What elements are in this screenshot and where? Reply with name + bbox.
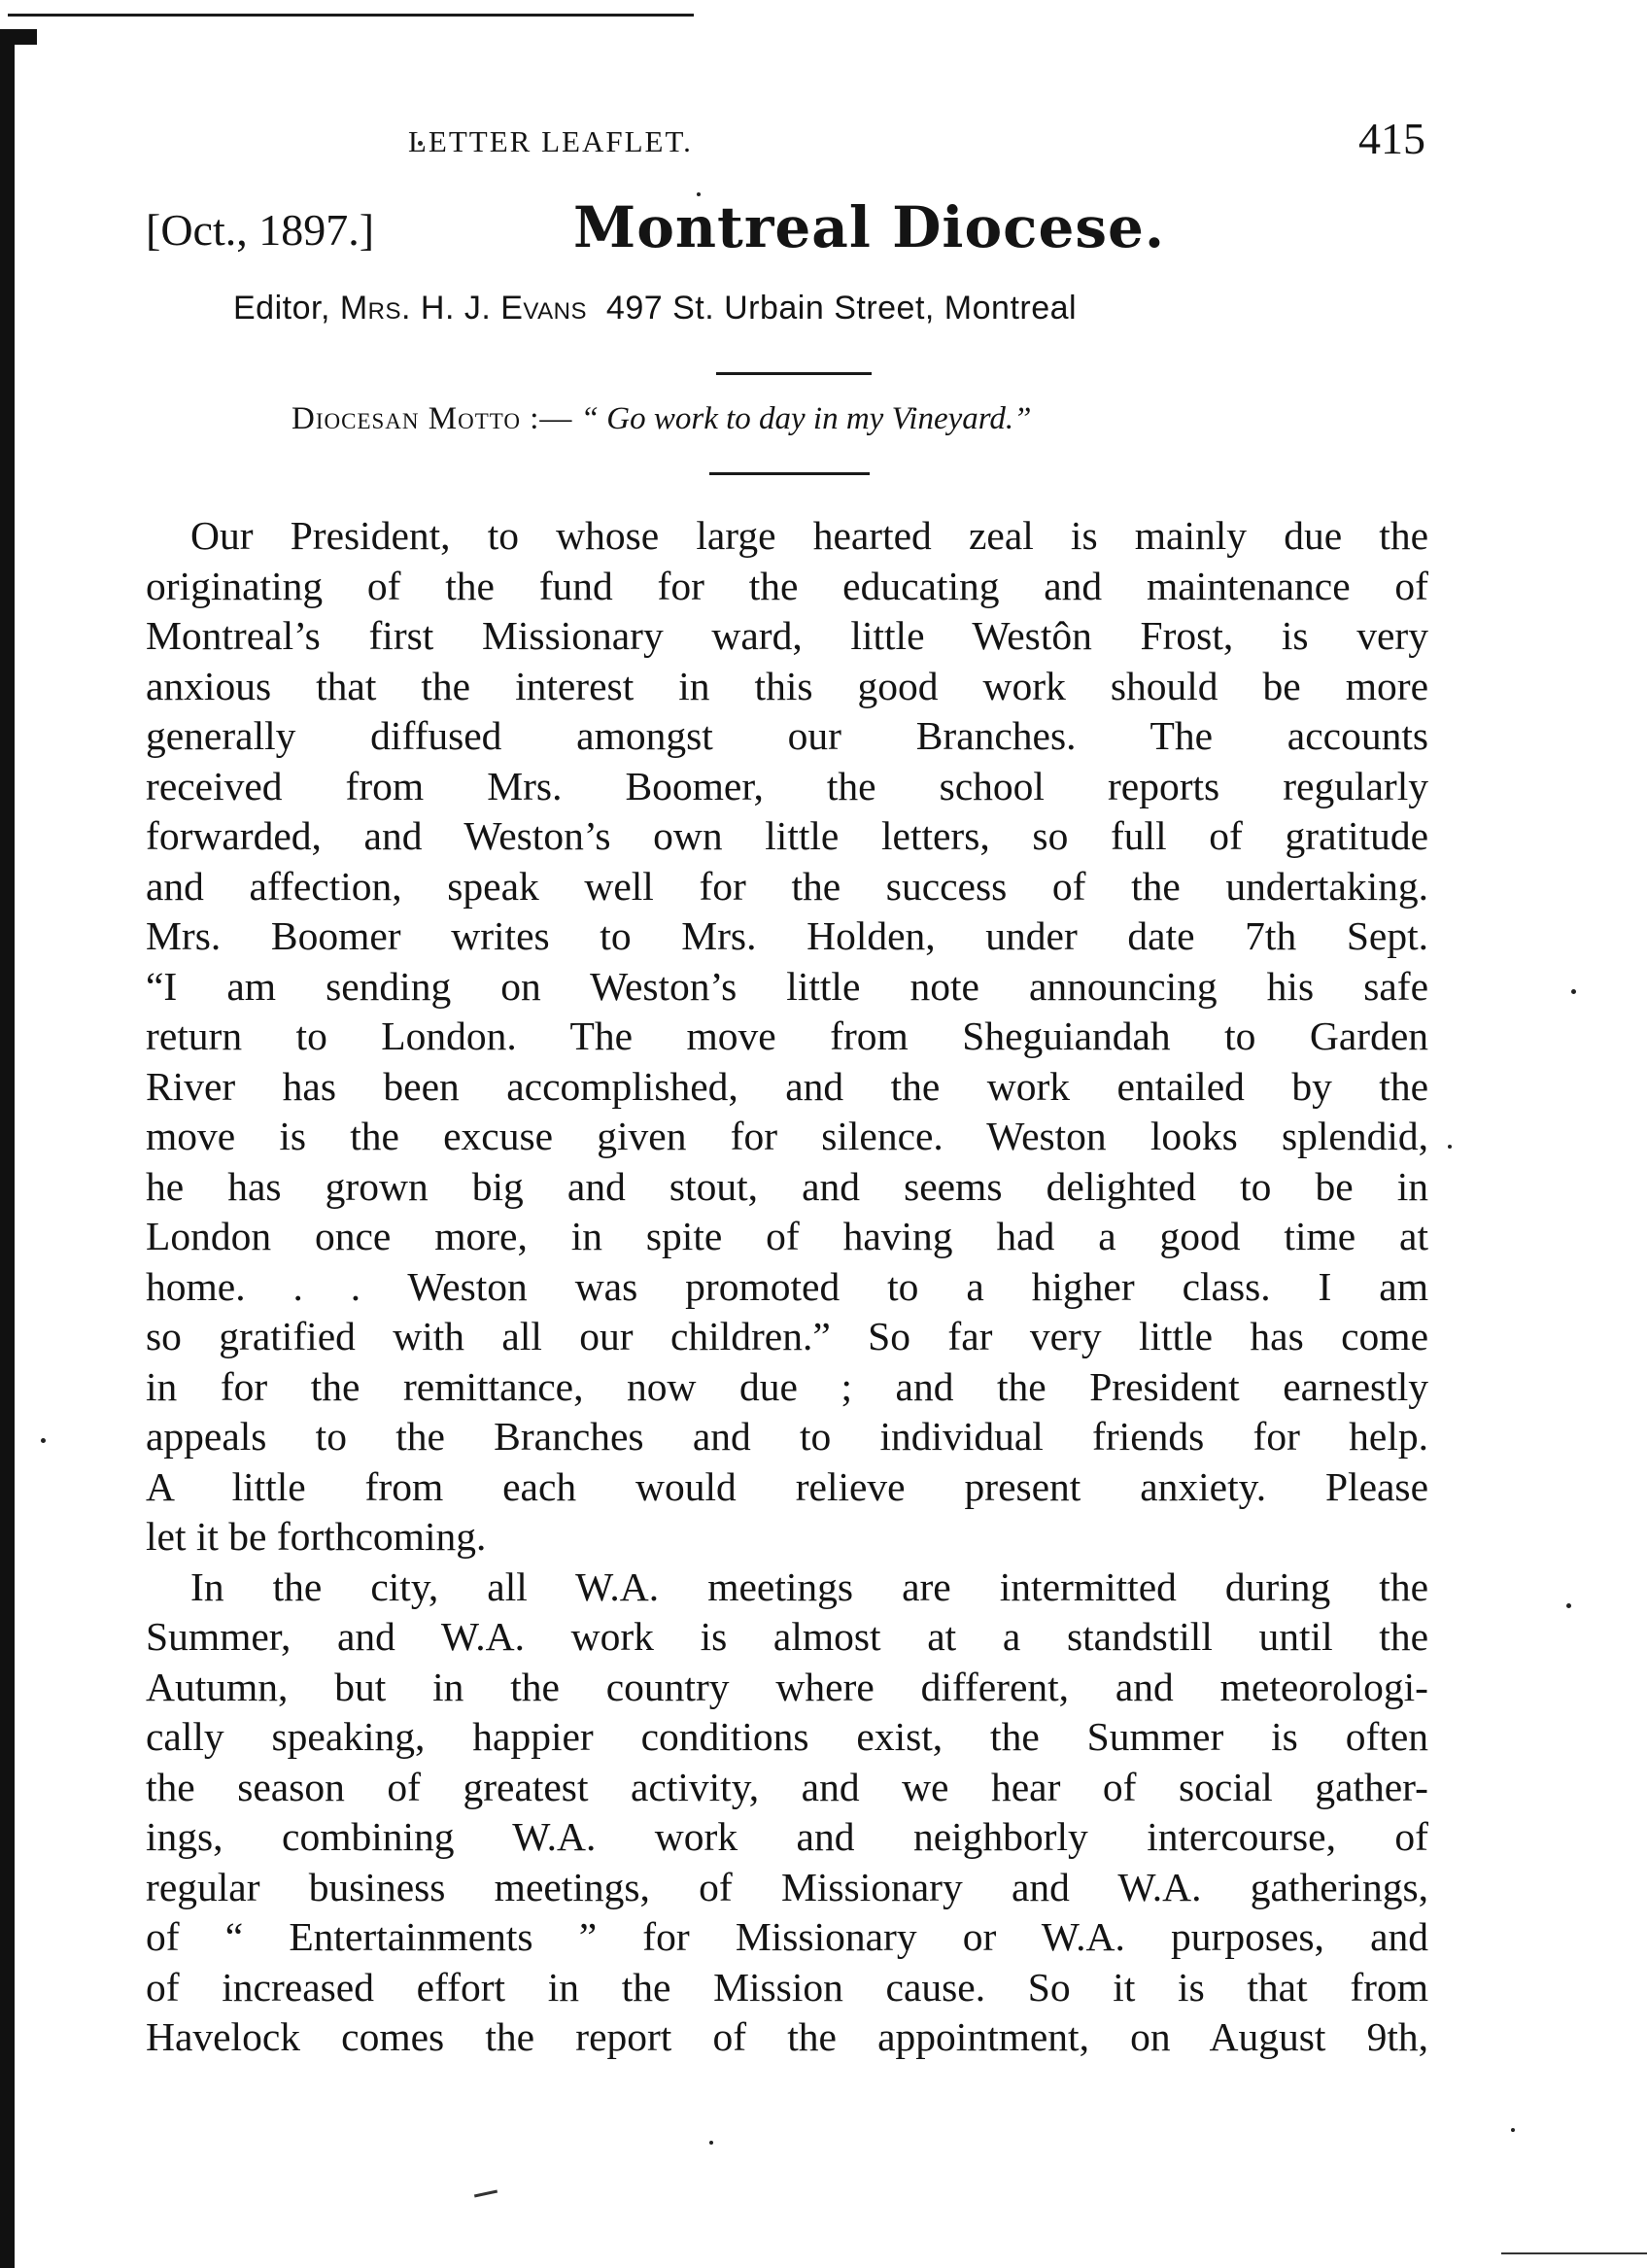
text-line: ings, combining W.A. work and neighborly intercourse, of bbox=[146, 1814, 1428, 1859]
text-line: cally speaking, happier conditions exist, the Summer is often bbox=[146, 1714, 1428, 1759]
text-line: so gratified with all our children.” So far very little has come bbox=[146, 1314, 1428, 1358]
rule-above-motto bbox=[716, 372, 872, 375]
text-line: A little from each would relieve present anxiety. Please bbox=[146, 1463, 1428, 1509]
text-line: Mrs. Boomer writes to Mrs. Holden, under date 7th Sept. bbox=[146, 913, 1428, 958]
issue-date: [Oct., 1897.] bbox=[146, 205, 375, 255]
scan-speck bbox=[1511, 2128, 1515, 2132]
text-line: home. . . Weston was promoted to a higher class. I am bbox=[146, 1263, 1428, 1309]
rule-below-motto bbox=[709, 472, 870, 475]
text-line: return to London. The move from Sheguiandah to Garden bbox=[146, 1014, 1428, 1058]
scan-left-binding-edge bbox=[0, 29, 15, 2268]
text-line: the season of greatest activity, and we hear of social gather- bbox=[146, 1764, 1428, 1809]
editor-name: Mrs. H. J. Evans bbox=[339, 290, 587, 326]
section-title: Montreal Diocese. bbox=[573, 194, 1166, 260]
page-number: 415 bbox=[1358, 114, 1425, 163]
editor-line bbox=[233, 290, 1077, 327]
text-line: of “ Entertainments ” for Missionary or W.A. purposes, and bbox=[146, 1914, 1428, 1959]
motto-text: “ Go work to day in my Vineyard.” bbox=[580, 401, 1032, 436]
text-line: River has been accomplished, and the work entailed by the bbox=[146, 1063, 1428, 1109]
text-line: let it be forthcoming. bbox=[146, 1514, 487, 1559]
scan-speck bbox=[709, 2141, 713, 2145]
text-line: appeals to the Branches and to individual friends for help. bbox=[146, 1414, 1428, 1459]
text-line: and affection, speak well for the success of the undertaking. bbox=[146, 863, 1428, 909]
text-line: generally diffused amongst our Branches. The accounts bbox=[146, 713, 1428, 758]
editor-label: Editor, bbox=[233, 290, 330, 326]
diocesan-motto bbox=[292, 401, 1031, 437]
text-line: Summer, and W.A. work is almost at a standstill until the bbox=[146, 1614, 1428, 1659]
text-line: he has grown big and stout, and seems delighted to be in bbox=[146, 1163, 1428, 1209]
motto-label: Diocesan Motto :— bbox=[292, 401, 573, 436]
scan-left-edge-notch bbox=[0, 29, 37, 45]
text-line: In the city, all W.A. meetings are intermitted during the bbox=[190, 1564, 1428, 1609]
running-title: LETTER LEAFLET. bbox=[408, 124, 693, 158]
text-line: Montreal’s first Missionary ward, little Westôn Frost, is very bbox=[146, 613, 1428, 658]
article-body bbox=[146, 511, 1428, 2063]
text-line: forwarded, and Weston’s own little letters, so full of gratitude bbox=[146, 813, 1428, 858]
text-line: originating of the fund for the educating and maintenance of bbox=[146, 563, 1428, 608]
text-line: in for the remittance, now due ; and the President earnestly bbox=[146, 1363, 1428, 1409]
editor-address: 497 St. Urbain Street, Montreal bbox=[605, 290, 1078, 326]
scan-speck bbox=[1566, 1603, 1571, 1608]
text-line: received from Mrs. Boomer, the school reports regularly bbox=[146, 763, 1428, 808]
text-line: London once more, in spite of having had a good time at bbox=[146, 1214, 1428, 1258]
text-line: move is the excuse given for silence. Weston looks splendid, bbox=[146, 1114, 1428, 1158]
text-line: regular business meetings, of Missionary and W.A. gatherings, bbox=[146, 1864, 1428, 1909]
text-line: of increased effort in the Mission cause. So it is that from bbox=[146, 1964, 1428, 2010]
text-line: “I am sending on Weston’s little note announcing his safe bbox=[146, 963, 1428, 1009]
text-line: Autumn, but in the country where different, and meteorologi- bbox=[146, 1664, 1428, 1709]
text-line: Havelock comes the report of the appointment, on August 9th, bbox=[146, 2014, 1428, 2059]
text-line: Our President, to whose large hearted zeal is mainly due the bbox=[190, 513, 1428, 558]
scan-speck bbox=[41, 1438, 46, 1443]
scan-mark bbox=[474, 2190, 498, 2198]
scan-speck bbox=[1571, 989, 1576, 994]
scan-bottom-rule bbox=[1501, 2252, 1647, 2254]
text-line: anxious that the interest in this good work should be more bbox=[146, 663, 1428, 708]
scan-top-edge-rule bbox=[8, 14, 694, 17]
scan-speck bbox=[1448, 1145, 1452, 1149]
